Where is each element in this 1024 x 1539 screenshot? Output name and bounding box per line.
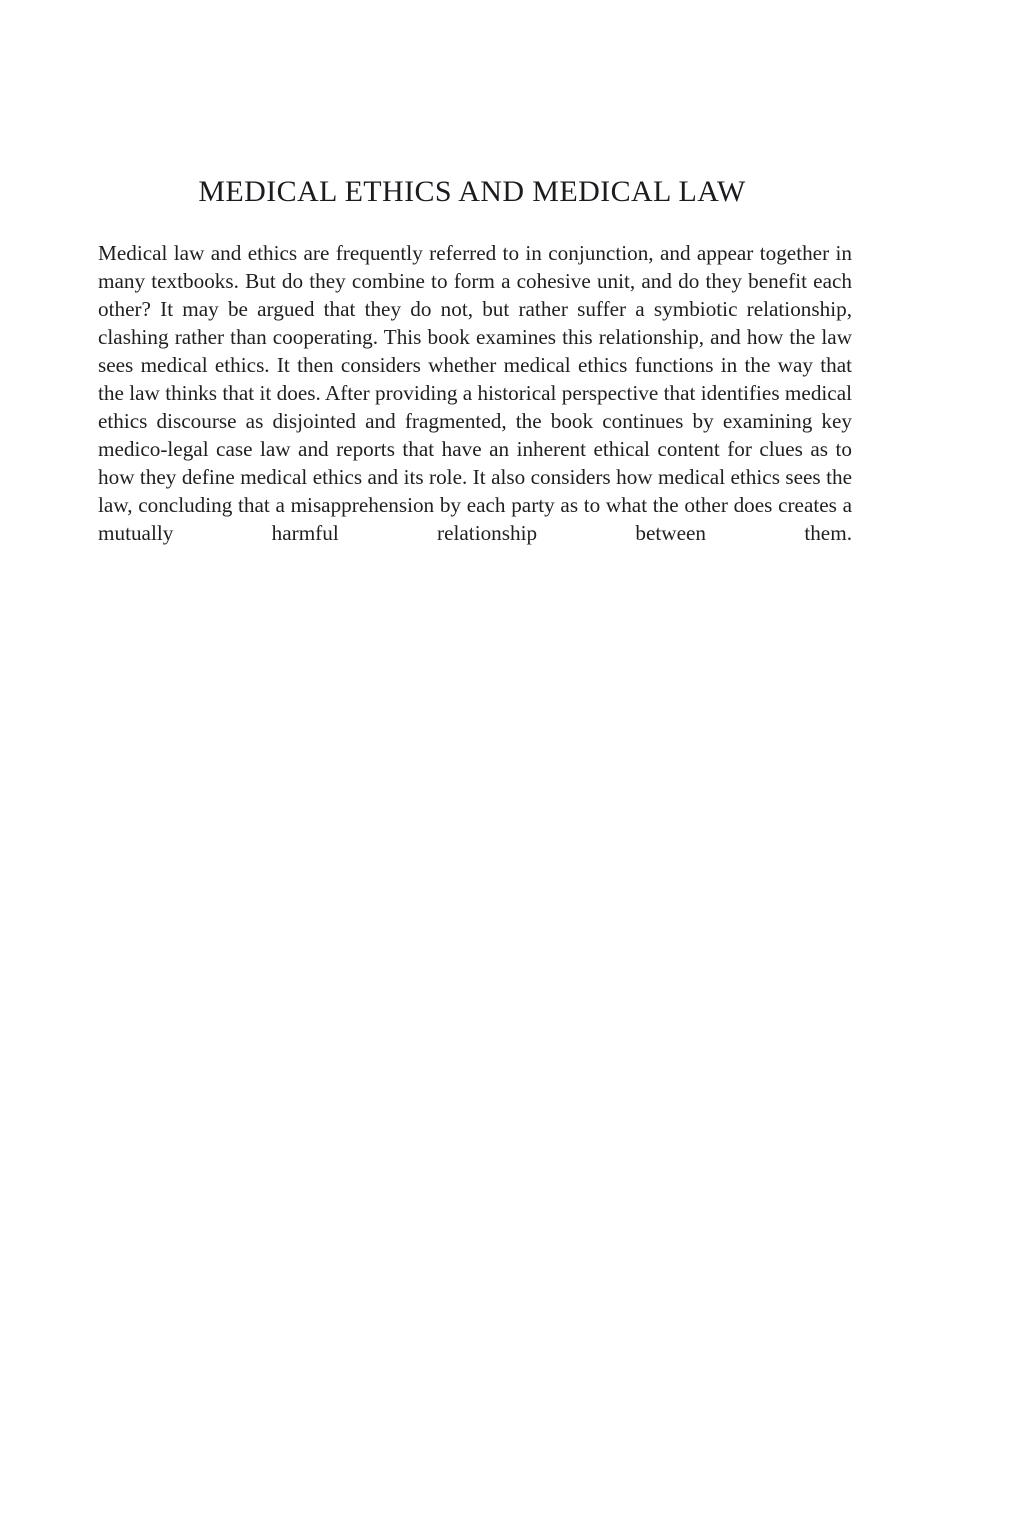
page-title: MEDICAL ETHICS AND MEDICAL LAW bbox=[198, 175, 746, 208]
abstract-paragraph: Medical law and ethics are frequently referred to in conjunction, and appear together in many textbooks. But do they combine to form a cohesive unit, and do they benefit each other? It may be argued that they do not, but rather suffer a symbiotic relationship, clashing rather than cooperating. This book examines this relationship, and how the law sees medical ethics. It then considers whether medical ethics functions in the way that the law thinks that it does. After providing a historical perspective that identifies medical ethics discourse as disjointed and fragmented, the book continues by examining key medico-legal case law and reports that have an inherent ethical content for clues as to how they define medical ethics and its role. It also considers how medical ethics sees the law, concluding that a misapprehension by each party as to what the other does creates a mutually harmful relationship between them. bbox=[98, 241, 852, 545]
blank-page-area bbox=[0, 600, 1024, 1539]
